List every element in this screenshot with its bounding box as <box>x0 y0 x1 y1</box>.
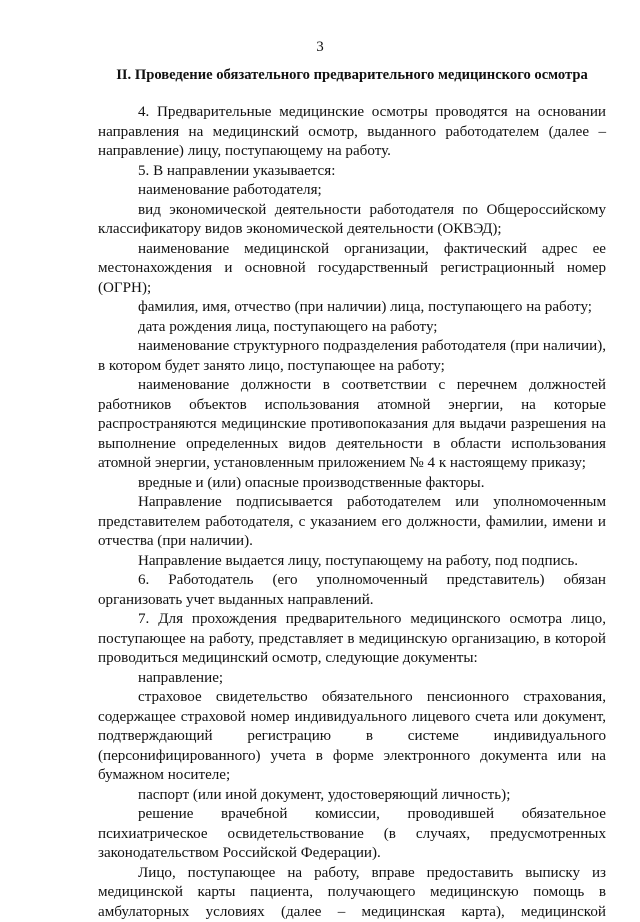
list-item-birth-date: дата рождения лица, поступающего на работу; <box>98 318 606 338</box>
list-item-structural-unit: наименование структурного подразделения работодателя (при наличии), в котором будет занято лицо, поступающее на работу; <box>98 337 606 376</box>
list-item-passport: паспорт (или иной документ, удостоверяющий личность); <box>98 786 606 806</box>
list-item-medical-organization: наименование медицинской организации, фактический адрес ее местонахождения и основной государственный регистрационный номер (ОГРН); <box>98 240 606 299</box>
list-item-psychiatric-decision: решение врачебной комиссии, проводившей обязательное психиатрическое освидетельствование (в случаях, предусмотренных законодательством Российской Федерации). <box>98 805 606 864</box>
list-item-insurance-certificate: страховое свидетельство обязательного пенсионного страхования, содержащее страховой номер индивидуального лицевого счета или документ, подтверждающий регистрацию в системе индивидуального (персонифицированного) учета в форме электронного документа или на бумажном носителе; <box>98 688 606 786</box>
paragraph-5-intro: 5. В направлении указывается: <box>98 162 606 182</box>
list-item-referral: направление; <box>98 669 606 689</box>
list-item-employer-name: наименование работодателя; <box>98 181 606 201</box>
paragraph-7: 7. Для прохождения предварительного медицинского осмотра лицо, поступающее на работу, представляет в медицинскую организацию, в которой проводиться медицинский осмотр, следующие документы: <box>98 610 606 669</box>
paragraph-extract: Лицо, поступающее на работу, вправе предоставить выписку из медицинской карты пациента, получающего медицинскую помощь в амбулаторных условиях (далее – медицинская карта), медицинской <box>98 864 606 922</box>
paragraph-signature: Направление подписывается работодателем или уполномоченным представителем работодателя, с указанием его должности, фамилии, имени и отчества (при наличии). <box>98 493 606 552</box>
page-number: 3 <box>0 38 640 56</box>
list-item-position: наименование должности в соответствии с перечнем должностей работников объектов использования атомной энергии, на которые распространяются медицинские противопоказания для выдачи разрешения на выполнение определенных видов деятельности в области использования атомной энергии, установленным приложением № 4 к настоящему приказу; <box>98 376 606 474</box>
paragraph-issued: Направление выдается лицу, поступающему на работу, под подпись. <box>98 552 606 572</box>
list-item-full-name: фамилия, имя, отчество (при наличии) лица, поступающего на работу; <box>98 298 606 318</box>
document-body <box>98 103 606 922</box>
paragraph-4: 4. Предварительные медицинские осмотры проводятся на основании направления на медицинский осмотр, выданного работодателем (далее – направление) лицу, поступающему на работу. <box>98 103 606 162</box>
list-item-harmful-factors: вредные и (или) опасные производственные факторы. <box>98 474 606 494</box>
paragraph-6: 6. Работодатель (его уполномоченный представитель) обязан организовать учет выданных направлений. <box>98 571 606 610</box>
section-heading: II. Проведение обязательного предварительного медицинского осмотра <box>96 66 608 85</box>
list-item-okved: вид экономической деятельности работодателя по Общероссийскому классификатору видов экономической деятельности (ОКВЭД); <box>98 201 606 240</box>
